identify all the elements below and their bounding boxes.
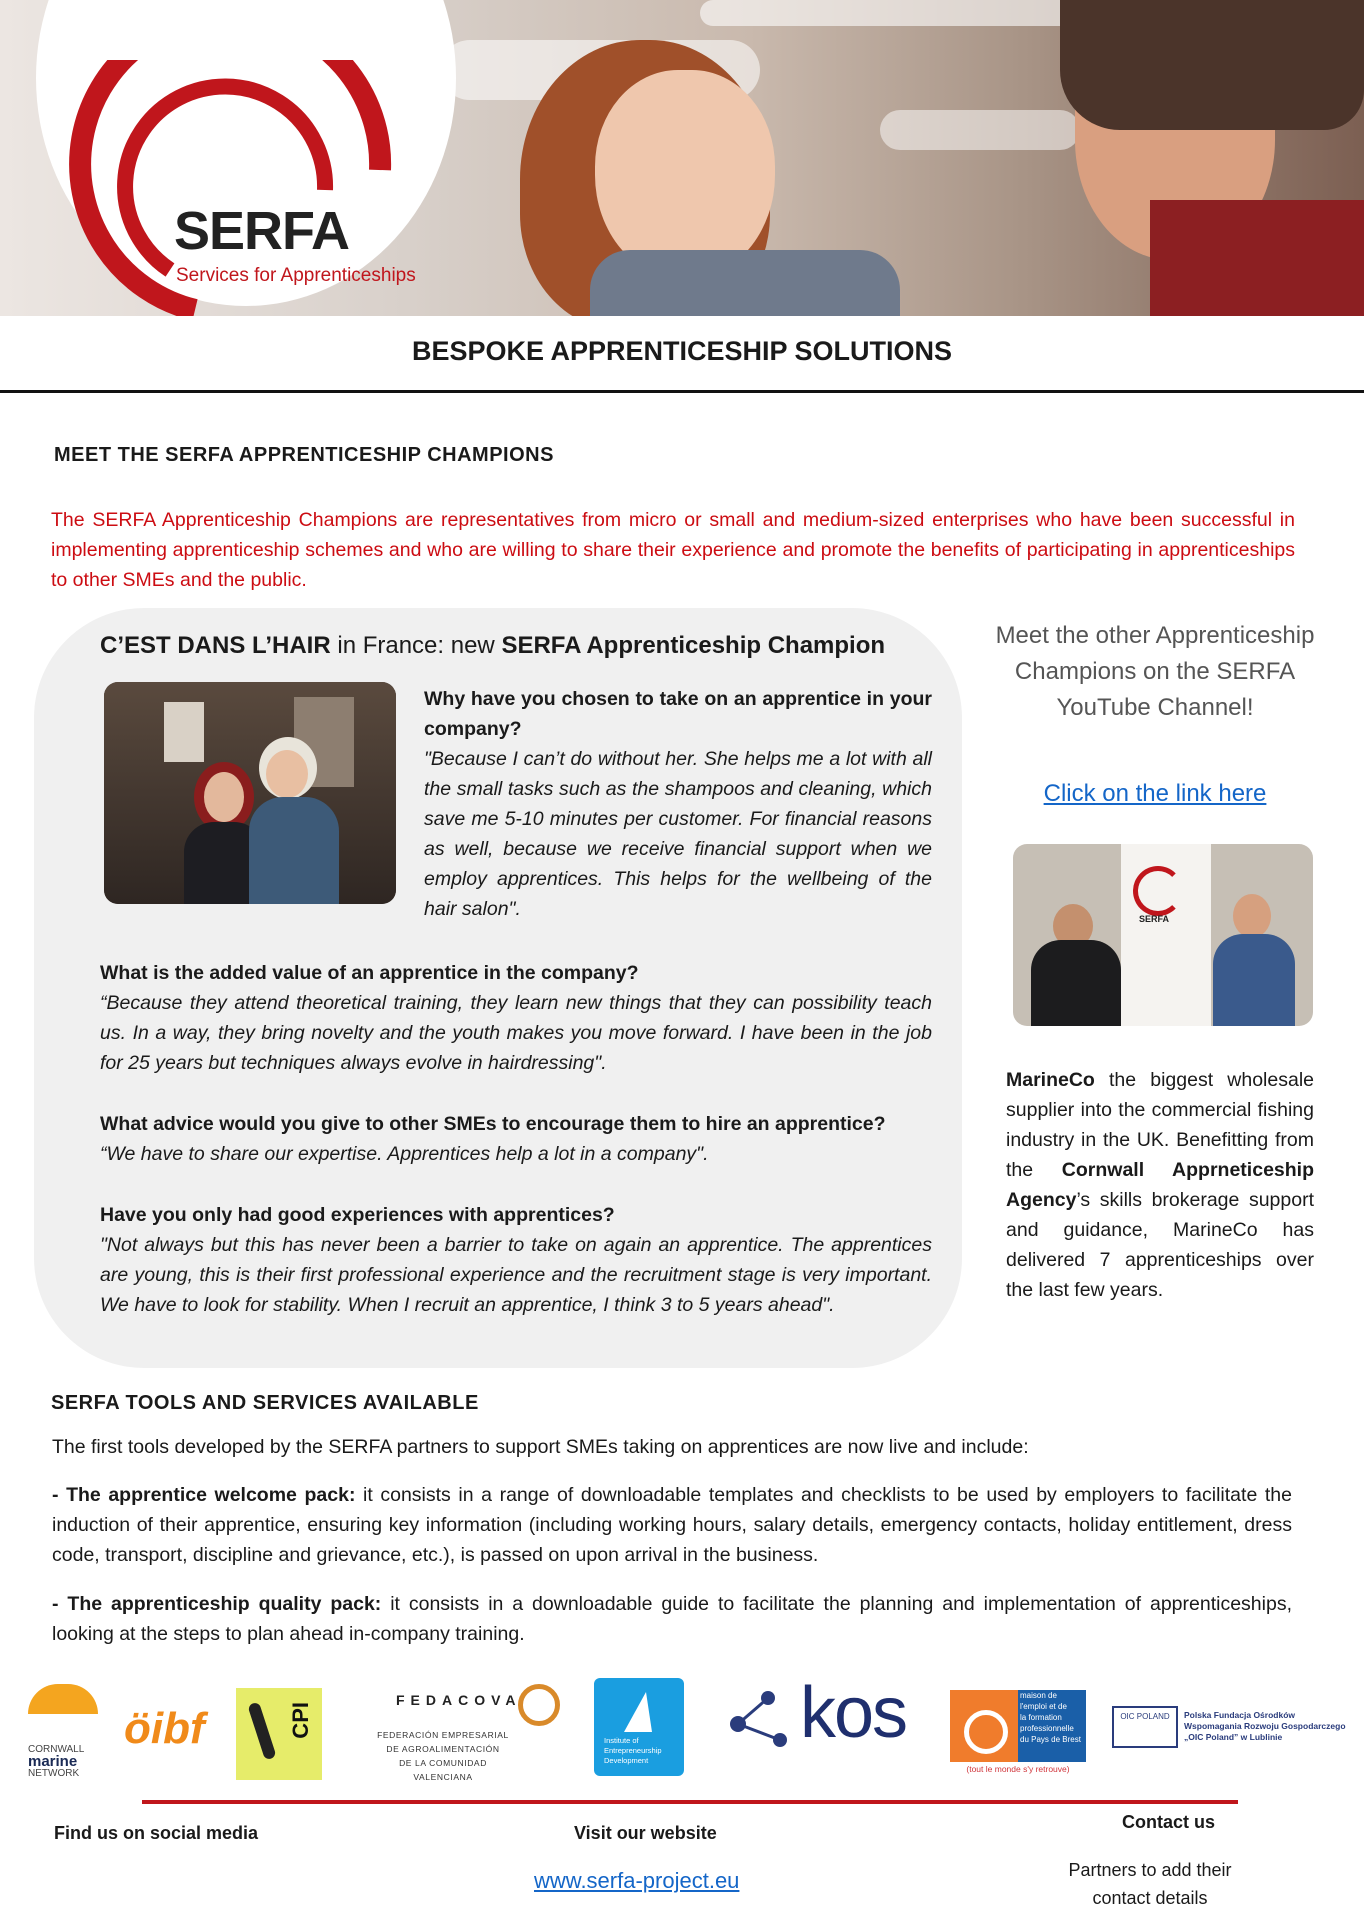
- oic-badge: OIC POLAND: [1112, 1706, 1178, 1748]
- photo-woman-shirt: [590, 250, 900, 316]
- photo-man-shirt: [1150, 200, 1364, 316]
- qa-answer: "Because I can’t do without her. She helps me a lot with all the small tasks such as the shampoos and cleaning, which save me 5-10 minutes per customer. For financial reasons as well, because we receive financial support when we employ apprentices. This helps for the wellbeing of the hair salon".: [424, 748, 932, 920]
- fedacova-logo: FEDACOVA: [396, 1692, 522, 1708]
- oibf-logo: öibf: [124, 1704, 205, 1753]
- tool-item: - The apprenticeship quality pack: it consists in a downloadable guide to facilitate the planning and implementation of apprenticeships, looking at the steps to plan ahead in-company training.: [52, 1593, 1292, 1645]
- qa-question: Have you only had good experiences with apprentices?: [100, 1204, 615, 1226]
- qa-answer: "Not always but this has never been a barrier to take on again an apprentice. The apprentices are young, this is their first professional experience and the recruitment stage is very important. We have to look for stability. When I recruit an apprentice, I think 3 to 5 years ahead".: [100, 1234, 932, 1316]
- fedacova-icon: [518, 1684, 560, 1726]
- background-light: [700, 0, 1100, 26]
- maison-logo-icon: [950, 1690, 1018, 1762]
- photo-woman-face: [595, 70, 775, 280]
- qa-answer: “We have to share our expertise. Apprentices help a lot in a company".: [100, 1143, 709, 1165]
- qa-question: What advice would you give to other SMEs to encourage them to hire an apprentice?: [100, 1113, 886, 1135]
- photo-man-hair: [1060, 0, 1364, 130]
- youtube-link[interactable]: Click on the link here: [1043, 780, 1267, 807]
- footer-divider: [142, 1800, 1238, 1804]
- contact-text: Partners to add their contact details: [1068, 1860, 1232, 1908]
- qa-item: [100, 1200, 932, 1320]
- qa-item: [100, 1109, 932, 1169]
- youtube-callout: Meet the other Apprenticeship Champions on the SERFA YouTube Channel!: [995, 622, 1315, 721]
- maison-slogan: (tout le monde s'y retrouve): [966, 1764, 1070, 1774]
- social-label: Find us on social media: [54, 1823, 259, 1843]
- section-heading-champions: MEET THE SERFA APPRENTICESHIP CHAMPIONS: [54, 444, 554, 466]
- cornwall-marine-logo-icon: [28, 1684, 98, 1714]
- background-light: [880, 110, 1080, 150]
- section-heading-tools: SERFA TOOLS AND SERVICES AVAILABLE: [51, 1392, 479, 1414]
- logo-wordmark: SERFA: [174, 201, 350, 261]
- champions-intro: The SERFA Apprenticeship Champions are representatives from micro or small and medium-sized enterprises who have been successful in implementing apprenticeship schemes and who are willing to share their experience and promote the benefits of participating in apprenticeships to other SMEs and the public.: [51, 509, 1295, 591]
- oic-logo: Polska Fundacja Ośrodków Wspomagania Rozwoju Gospodarczego „OIC Poland” w Lublinie: [1184, 1710, 1346, 1742]
- website-link[interactable]: www.serfa-project.eu: [534, 1868, 740, 1893]
- qa-question: Why have you chosen to take on an apprentice in your company?: [424, 688, 932, 740]
- cpi-logo: CPI: [236, 1688, 322, 1780]
- qa-answer: “Because they attend theoretical training, they learn new things that they can possibility teach us. In a way, they bring novelty and the youth makes you move forward. I have been in the job for 25 years but techniques always evolve in hairdressing".: [100, 992, 932, 1074]
- tool-item: - The apprentice welcome pack: it consists in a range of downloadable templates and checklists to be used by employers to facilitate the induction of their apprentice, ensuring key information (including working hours, salary details, emergency contacts, holiday entitlement, dress code, transport, discipline and grievance, etc.), is passed on upon arrival in the business.: [52, 1484, 1292, 1566]
- marineco-story: MarineCo the biggest wholesale supplier into the commercial fishing industry in the UK. Benefitting from the Cornwall Apprneticeship Agency’s skills brokerage support and guidance, MarineCo has delivered 7 apprenticeships over the last few years.: [1006, 1069, 1314, 1301]
- visit-label: Visit our website: [574, 1823, 717, 1843]
- salon-photo: [104, 682, 396, 904]
- kos-logo: kos: [800, 1673, 907, 1753]
- qa-question: What is the added value of an apprentice in the company?: [100, 962, 639, 984]
- logo-tagline: Services for Apprenticeships: [176, 265, 416, 286]
- hero-banner: [0, 0, 1364, 316]
- kos-molecule-icon: [724, 1684, 794, 1754]
- qa-item: [424, 684, 932, 924]
- maison-logo: maison de l'emploi et de la formation professionnelle du Pays de Brest: [1018, 1690, 1086, 1762]
- cornwall-marine-logo: CORNWALL marine NETWORK: [28, 1744, 85, 1779]
- divider: [0, 390, 1364, 393]
- qa-item: [100, 958, 932, 1078]
- poster-logo: SERFA: [1139, 914, 1170, 924]
- fedacova-subtitle: FEDERACIÓN EMPRESARIAL DE AGROALIMENTACIÓN DE LA COMUNIDAD VALENCIANA: [377, 1730, 509, 1782]
- iied-logo: Institute of Entrepreneurship Development: [594, 1678, 684, 1776]
- tools-intro: The first tools developed by the SERFA partners to support SMEs taking on apprentices are now live and include:: [52, 1436, 1029, 1458]
- feature-title: C’EST DANS L’HAIR in France: new SERFA Apprenticeship Champion: [100, 632, 886, 659]
- marineco-photo: [1013, 844, 1313, 1026]
- contact-label: Contact us: [1122, 1812, 1216, 1832]
- page-title: BESPOKE APPRENTICESHIP SOLUTIONS: [411, 336, 953, 366]
